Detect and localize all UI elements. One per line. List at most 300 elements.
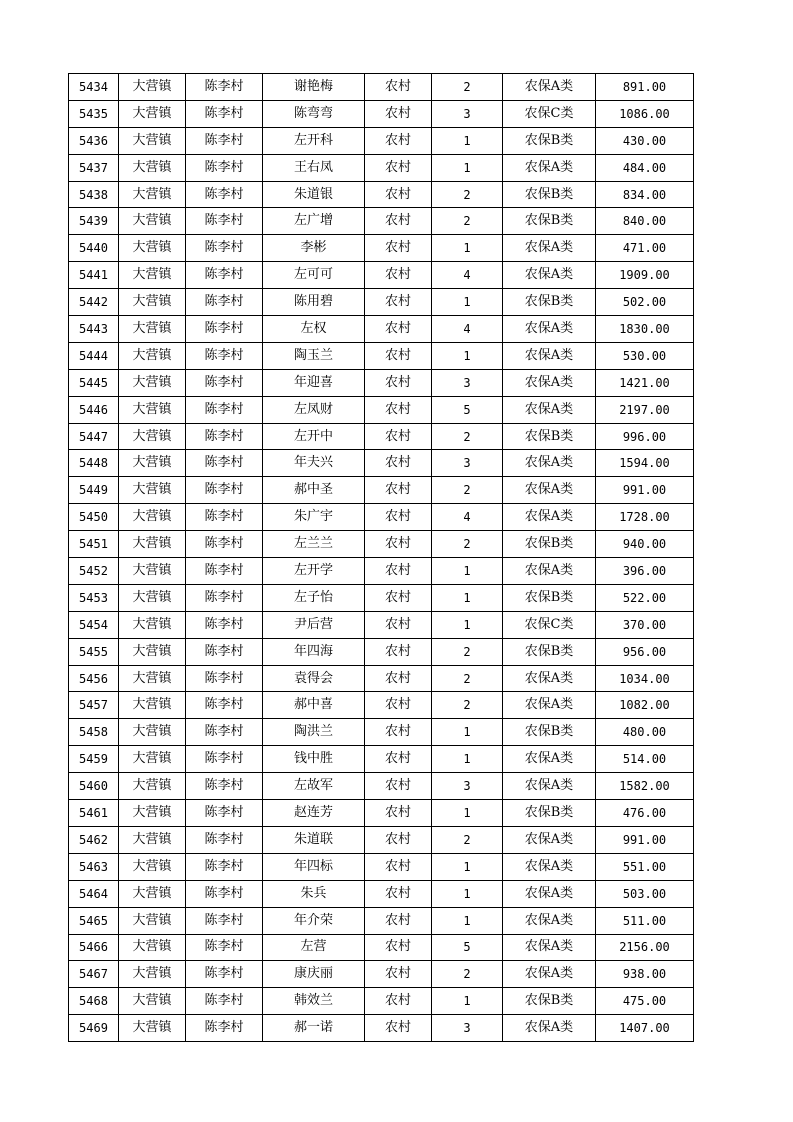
village-cell: 陈李村: [186, 665, 263, 692]
amount-cell: 1582.00: [596, 773, 694, 800]
town-cell: 大营镇: [119, 988, 186, 1015]
row-number-cell: 5467: [69, 961, 119, 988]
row-number-cell: 5465: [69, 907, 119, 934]
insurance-category-cell: 农保A类: [503, 934, 596, 961]
town-cell: 大营镇: [119, 880, 186, 907]
village-cell: 陈李村: [186, 316, 263, 343]
town-cell: 大营镇: [119, 746, 186, 773]
insurance-category-cell: 农保A类: [503, 907, 596, 934]
town-cell: 大营镇: [119, 853, 186, 880]
table-row: [69, 1015, 694, 1042]
area-type-cell: 农村: [365, 611, 432, 638]
household-count-cell: 1: [432, 853, 503, 880]
row-number-cell: 5444: [69, 342, 119, 369]
table-row: [69, 262, 694, 289]
village-cell: 陈李村: [186, 504, 263, 531]
amount-cell: 476.00: [596, 800, 694, 827]
table-row: [69, 638, 694, 665]
household-count-cell: 1: [432, 719, 503, 746]
household-count-cell: 2: [432, 423, 503, 450]
amount-cell: 1728.00: [596, 504, 694, 531]
village-cell: 陈李村: [186, 773, 263, 800]
amount-cell: 530.00: [596, 342, 694, 369]
town-cell: 大营镇: [119, 504, 186, 531]
town-cell: 大营镇: [119, 638, 186, 665]
name-cell: 谢艳梅: [263, 74, 365, 101]
name-cell: 郝中喜: [263, 692, 365, 719]
table-row: [69, 450, 694, 477]
amount-cell: 551.00: [596, 853, 694, 880]
village-cell: 陈李村: [186, 477, 263, 504]
insurance-category-cell: 农保B类: [503, 127, 596, 154]
name-cell: 王右凤: [263, 154, 365, 181]
name-cell: 朱道银: [263, 181, 365, 208]
table-row: [69, 826, 694, 853]
insurance-category-cell: 农保A类: [503, 262, 596, 289]
town-cell: 大营镇: [119, 342, 186, 369]
area-type-cell: 农村: [365, 342, 432, 369]
table-row: [69, 961, 694, 988]
insurance-category-cell: 农保A类: [503, 342, 596, 369]
amount-cell: 996.00: [596, 423, 694, 450]
row-number-cell: 5468: [69, 988, 119, 1015]
table-row: [69, 127, 694, 154]
household-count-cell: 3: [432, 100, 503, 127]
table-row: [69, 396, 694, 423]
area-type-cell: 农村: [365, 504, 432, 531]
area-type-cell: 农村: [365, 558, 432, 585]
village-cell: 陈李村: [186, 961, 263, 988]
village-cell: 陈李村: [186, 289, 263, 316]
amount-cell: 514.00: [596, 746, 694, 773]
household-count-cell: 1: [432, 289, 503, 316]
village-cell: 陈李村: [186, 531, 263, 558]
insurance-category-cell: 农保A类: [503, 316, 596, 343]
table-row: [69, 584, 694, 611]
town-cell: 大营镇: [119, 584, 186, 611]
name-cell: 左可可: [263, 262, 365, 289]
name-cell: 钱中胜: [263, 746, 365, 773]
household-count-cell: 1: [432, 880, 503, 907]
town-cell: 大营镇: [119, 181, 186, 208]
table-row: [69, 773, 694, 800]
area-type-cell: 农村: [365, 450, 432, 477]
area-type-cell: 农村: [365, 181, 432, 208]
table-row: [69, 342, 694, 369]
village-cell: 陈李村: [186, 181, 263, 208]
insurance-category-cell: 农保A类: [503, 853, 596, 880]
row-number-cell: 5460: [69, 773, 119, 800]
amount-cell: 475.00: [596, 988, 694, 1015]
area-type-cell: 农村: [365, 289, 432, 316]
amount-cell: 511.00: [596, 907, 694, 934]
row-number-cell: 5437: [69, 154, 119, 181]
village-cell: 陈李村: [186, 692, 263, 719]
name-cell: 朱道联: [263, 826, 365, 853]
village-cell: 陈李村: [186, 988, 263, 1015]
village-cell: 陈李村: [186, 74, 263, 101]
row-number-cell: 5457: [69, 692, 119, 719]
town-cell: 大营镇: [119, 423, 186, 450]
row-number-cell: 5458: [69, 719, 119, 746]
area-type-cell: 农村: [365, 154, 432, 181]
row-number-cell: 5450: [69, 504, 119, 531]
village-cell: 陈李村: [186, 1015, 263, 1042]
row-number-cell: 5456: [69, 665, 119, 692]
amount-cell: 471.00: [596, 235, 694, 262]
village-cell: 陈李村: [186, 907, 263, 934]
amount-cell: 1421.00: [596, 369, 694, 396]
household-count-cell: 1: [432, 746, 503, 773]
area-type-cell: 农村: [365, 100, 432, 127]
name-cell: 左兰兰: [263, 531, 365, 558]
row-number-cell: 5453: [69, 584, 119, 611]
name-cell: 左凤财: [263, 396, 365, 423]
data-table: [68, 73, 694, 1042]
name-cell: 左开学: [263, 558, 365, 585]
household-count-cell: 5: [432, 934, 503, 961]
area-type-cell: 农村: [365, 369, 432, 396]
amount-cell: 503.00: [596, 880, 694, 907]
household-count-cell: 1: [432, 154, 503, 181]
area-type-cell: 农村: [365, 127, 432, 154]
village-cell: 陈李村: [186, 100, 263, 127]
table-row: [69, 853, 694, 880]
household-count-cell: 1: [432, 584, 503, 611]
amount-cell: 484.00: [596, 154, 694, 181]
town-cell: 大营镇: [119, 611, 186, 638]
name-cell: 陶玉兰: [263, 342, 365, 369]
row-number-cell: 5448: [69, 450, 119, 477]
row-number-cell: 5446: [69, 396, 119, 423]
village-cell: 陈李村: [186, 342, 263, 369]
insurance-category-cell: 农保B类: [503, 988, 596, 1015]
amount-cell: 834.00: [596, 181, 694, 208]
household-count-cell: 1: [432, 235, 503, 262]
amount-cell: 956.00: [596, 638, 694, 665]
table-row: [69, 907, 694, 934]
area-type-cell: 农村: [365, 692, 432, 719]
town-cell: 大营镇: [119, 396, 186, 423]
amount-cell: 1830.00: [596, 316, 694, 343]
amount-cell: 430.00: [596, 127, 694, 154]
household-count-cell: 3: [432, 773, 503, 800]
table-row: [69, 719, 694, 746]
village-cell: 陈李村: [186, 423, 263, 450]
town-cell: 大营镇: [119, 262, 186, 289]
name-cell: 赵连芳: [263, 800, 365, 827]
insurance-category-cell: 农保B类: [503, 423, 596, 450]
amount-cell: 991.00: [596, 477, 694, 504]
area-type-cell: 农村: [365, 531, 432, 558]
village-cell: 陈李村: [186, 262, 263, 289]
row-number-cell: 5435: [69, 100, 119, 127]
town-cell: 大营镇: [119, 1015, 186, 1042]
area-type-cell: 农村: [365, 423, 432, 450]
table-row: [69, 934, 694, 961]
row-number-cell: 5447: [69, 423, 119, 450]
table-row: [69, 289, 694, 316]
area-type-cell: 农村: [365, 262, 432, 289]
area-type-cell: 农村: [365, 584, 432, 611]
insurance-category-cell: 农保C类: [503, 611, 596, 638]
row-number-cell: 5454: [69, 611, 119, 638]
table-row: [69, 531, 694, 558]
name-cell: 年迎喜: [263, 369, 365, 396]
town-cell: 大营镇: [119, 154, 186, 181]
amount-cell: 480.00: [596, 719, 694, 746]
town-cell: 大营镇: [119, 665, 186, 692]
table-row: [69, 74, 694, 101]
village-cell: 陈李村: [186, 800, 263, 827]
name-cell: 袁得会: [263, 665, 365, 692]
insurance-category-cell: 农保A类: [503, 396, 596, 423]
row-number-cell: 5455: [69, 638, 119, 665]
household-count-cell: 2: [432, 181, 503, 208]
amount-cell: 840.00: [596, 208, 694, 235]
town-cell: 大营镇: [119, 316, 186, 343]
table-row: [69, 154, 694, 181]
table-body: [69, 74, 694, 1042]
insurance-category-cell: 农保A类: [503, 665, 596, 692]
insurance-category-cell: 农保A类: [503, 880, 596, 907]
amount-cell: 1086.00: [596, 100, 694, 127]
household-count-cell: 4: [432, 262, 503, 289]
town-cell: 大营镇: [119, 907, 186, 934]
town-cell: 大营镇: [119, 127, 186, 154]
row-number-cell: 5449: [69, 477, 119, 504]
row-number-cell: 5438: [69, 181, 119, 208]
area-type-cell: 农村: [365, 719, 432, 746]
household-count-cell: 2: [432, 692, 503, 719]
village-cell: 陈李村: [186, 208, 263, 235]
household-count-cell: 3: [432, 450, 503, 477]
table-row: [69, 611, 694, 638]
name-cell: 李彬: [263, 235, 365, 262]
town-cell: 大营镇: [119, 235, 186, 262]
table-row: [69, 558, 694, 585]
village-cell: 陈李村: [186, 746, 263, 773]
row-number-cell: 5440: [69, 235, 119, 262]
table-row: [69, 100, 694, 127]
town-cell: 大营镇: [119, 100, 186, 127]
row-number-cell: 5436: [69, 127, 119, 154]
table-row: [69, 692, 694, 719]
village-cell: 陈李村: [186, 880, 263, 907]
amount-cell: 938.00: [596, 961, 694, 988]
town-cell: 大营镇: [119, 934, 186, 961]
name-cell: 左营: [263, 934, 365, 961]
amount-cell: 396.00: [596, 558, 694, 585]
town-cell: 大营镇: [119, 773, 186, 800]
household-count-cell: 2: [432, 208, 503, 235]
insurance-category-cell: 农保A类: [503, 961, 596, 988]
table-row: [69, 181, 694, 208]
amount-cell: 1407.00: [596, 1015, 694, 1042]
town-cell: 大营镇: [119, 289, 186, 316]
amount-cell: 2156.00: [596, 934, 694, 961]
table-row: [69, 369, 694, 396]
area-type-cell: 农村: [365, 853, 432, 880]
amount-cell: 1082.00: [596, 692, 694, 719]
name-cell: 左开中: [263, 423, 365, 450]
amount-cell: 940.00: [596, 531, 694, 558]
insurance-category-cell: 农保A类: [503, 154, 596, 181]
insurance-category-cell: 农保A类: [503, 74, 596, 101]
area-type-cell: 农村: [365, 316, 432, 343]
town-cell: 大营镇: [119, 961, 186, 988]
area-type-cell: 农村: [365, 638, 432, 665]
amount-cell: 502.00: [596, 289, 694, 316]
amount-cell: 2197.00: [596, 396, 694, 423]
area-type-cell: 农村: [365, 800, 432, 827]
village-cell: 陈李村: [186, 719, 263, 746]
name-cell: 陈弯弯: [263, 100, 365, 127]
area-type-cell: 农村: [365, 880, 432, 907]
insurance-category-cell: 农保B类: [503, 289, 596, 316]
row-number-cell: 5441: [69, 262, 119, 289]
household-count-cell: 2: [432, 665, 503, 692]
table-row: [69, 208, 694, 235]
name-cell: 年四标: [263, 853, 365, 880]
insurance-category-cell: 农保A类: [503, 477, 596, 504]
row-number-cell: 5469: [69, 1015, 119, 1042]
row-number-cell: 5445: [69, 369, 119, 396]
village-cell: 陈李村: [186, 369, 263, 396]
row-number-cell: 5452: [69, 558, 119, 585]
name-cell: 陈用碧: [263, 289, 365, 316]
household-count-cell: 1: [432, 800, 503, 827]
household-count-cell: 1: [432, 988, 503, 1015]
town-cell: 大营镇: [119, 477, 186, 504]
village-cell: 陈李村: [186, 558, 263, 585]
area-type-cell: 农村: [365, 934, 432, 961]
household-count-cell: 2: [432, 826, 503, 853]
household-count-cell: 1: [432, 342, 503, 369]
table-row: [69, 665, 694, 692]
insurance-category-cell: 农保B类: [503, 531, 596, 558]
table-row: [69, 316, 694, 343]
village-cell: 陈李村: [186, 934, 263, 961]
amount-cell: 370.00: [596, 611, 694, 638]
household-count-cell: 3: [432, 369, 503, 396]
insurance-category-cell: 农保B类: [503, 638, 596, 665]
name-cell: 郝中圣: [263, 477, 365, 504]
area-type-cell: 农村: [365, 235, 432, 262]
insurance-category-cell: 农保A类: [503, 450, 596, 477]
name-cell: 尹后营: [263, 611, 365, 638]
insurance-category-cell: 农保A类: [503, 558, 596, 585]
name-cell: 年四海: [263, 638, 365, 665]
name-cell: 韩效兰: [263, 988, 365, 1015]
household-count-cell: 1: [432, 127, 503, 154]
name-cell: 左子怡: [263, 584, 365, 611]
village-cell: 陈李村: [186, 127, 263, 154]
row-number-cell: 5463: [69, 853, 119, 880]
name-cell: 左开科: [263, 127, 365, 154]
insurance-category-cell: 农保A类: [503, 692, 596, 719]
table-row: [69, 477, 694, 504]
insurance-category-cell: 农保B类: [503, 584, 596, 611]
amount-cell: 1594.00: [596, 450, 694, 477]
name-cell: 左权: [263, 316, 365, 343]
amount-cell: 1034.00: [596, 665, 694, 692]
insurance-category-cell: 农保B类: [503, 719, 596, 746]
insurance-category-cell: 农保B类: [503, 208, 596, 235]
name-cell: 年介荣: [263, 907, 365, 934]
name-cell: 郝一诺: [263, 1015, 365, 1042]
name-cell: 年夫兴: [263, 450, 365, 477]
table-row: [69, 235, 694, 262]
table-row: [69, 988, 694, 1015]
town-cell: 大营镇: [119, 208, 186, 235]
name-cell: 朱广宇: [263, 504, 365, 531]
insurance-category-cell: 农保A类: [503, 773, 596, 800]
amount-cell: 991.00: [596, 826, 694, 853]
row-number-cell: 5451: [69, 531, 119, 558]
area-type-cell: 农村: [365, 1015, 432, 1042]
insurance-category-cell: 农保A类: [503, 826, 596, 853]
insurance-category-cell: 农保C类: [503, 100, 596, 127]
town-cell: 大营镇: [119, 531, 186, 558]
table-row: [69, 880, 694, 907]
amount-cell: 522.00: [596, 584, 694, 611]
household-count-cell: 1: [432, 611, 503, 638]
household-count-cell: 2: [432, 74, 503, 101]
area-type-cell: 农村: [365, 396, 432, 423]
amount-cell: 891.00: [596, 74, 694, 101]
insurance-category-cell: 农保B类: [503, 181, 596, 208]
household-count-cell: 2: [432, 638, 503, 665]
town-cell: 大营镇: [119, 450, 186, 477]
town-cell: 大营镇: [119, 800, 186, 827]
household-count-cell: 2: [432, 477, 503, 504]
village-cell: 陈李村: [186, 853, 263, 880]
village-cell: 陈李村: [186, 396, 263, 423]
table-row: [69, 800, 694, 827]
household-count-cell: 1: [432, 907, 503, 934]
area-type-cell: 农村: [365, 477, 432, 504]
household-count-cell: 4: [432, 504, 503, 531]
area-type-cell: 农村: [365, 746, 432, 773]
household-count-cell: 3: [432, 1015, 503, 1042]
name-cell: 朱兵: [263, 880, 365, 907]
area-type-cell: 农村: [365, 74, 432, 101]
insurance-category-cell: 农保A类: [503, 369, 596, 396]
village-cell: 陈李村: [186, 611, 263, 638]
row-number-cell: 5462: [69, 826, 119, 853]
insurance-category-cell: 农保A类: [503, 504, 596, 531]
village-cell: 陈李村: [186, 638, 263, 665]
name-cell: 陶洪兰: [263, 719, 365, 746]
village-cell: 陈李村: [186, 826, 263, 853]
town-cell: 大营镇: [119, 74, 186, 101]
row-number-cell: 5439: [69, 208, 119, 235]
row-number-cell: 5464: [69, 880, 119, 907]
insurance-category-cell: 农保A类: [503, 1015, 596, 1042]
table-row: [69, 746, 694, 773]
household-count-cell: 5: [432, 396, 503, 423]
village-cell: 陈李村: [186, 154, 263, 181]
town-cell: 大营镇: [119, 692, 186, 719]
insurance-category-cell: 农保B类: [503, 800, 596, 827]
row-number-cell: 5459: [69, 746, 119, 773]
table-row: [69, 423, 694, 450]
amount-cell: 1909.00: [596, 262, 694, 289]
row-number-cell: 5434: [69, 74, 119, 101]
village-cell: 陈李村: [186, 584, 263, 611]
area-type-cell: 农村: [365, 988, 432, 1015]
